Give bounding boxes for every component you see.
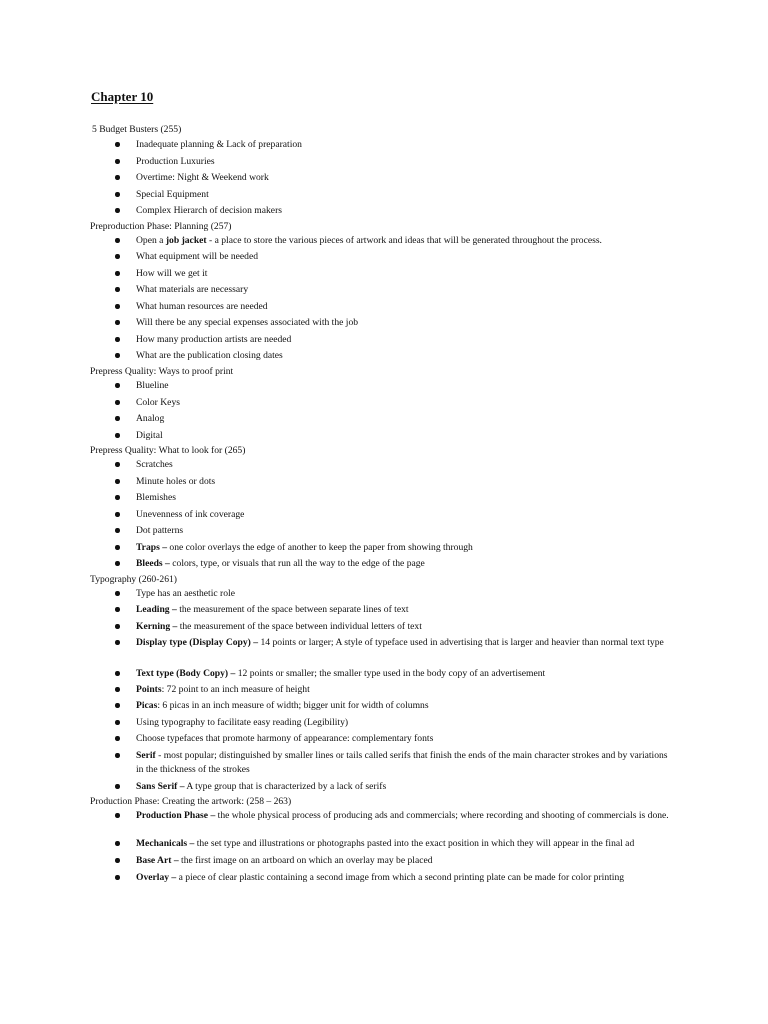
item-text: [136, 491, 676, 505]
item-term: Picas: [136, 700, 158, 711]
item-description: What materials are necessary: [136, 284, 249, 295]
bullet-icon: [115, 383, 120, 388]
item-text: [136, 138, 676, 152]
bullet-icon: [115, 433, 120, 438]
item-text: [136, 458, 676, 472]
item-description: 12 points or smaller; the smaller type used in the body copy of an advertisement: [235, 668, 546, 679]
item-text: [136, 333, 676, 347]
bullet-icon: [115, 479, 120, 484]
item-description: the set type and illustrations or photographs pasted into the exact position in which they will appear in the final ad: [194, 838, 635, 849]
item-description: 14 points or larger; A style of typeface used in advertising that is larger and heavier than normal text type: [258, 637, 664, 648]
item-description: Inadequate planning & Lack of preparation: [136, 139, 302, 150]
section-heading: Prepress Quality: Ways to proof print: [90, 366, 234, 377]
section-heading: 5 Budget Busters (255): [92, 124, 182, 135]
item-term: Mechanicals –: [136, 838, 195, 849]
item-term: job jacket: [165, 235, 207, 246]
item-text: [136, 667, 676, 681]
bullet-icon: [115, 640, 120, 645]
item-text: [136, 732, 676, 746]
item-term: Kerning –: [136, 621, 178, 632]
item-text: [136, 412, 676, 426]
bullet-icon: [115, 238, 120, 243]
item-description: Color Keys: [136, 397, 180, 408]
item-text: [136, 379, 676, 393]
item-description: Overtime: Night & Weekend work: [136, 172, 269, 183]
item-text: [136, 541, 676, 555]
item-text: [136, 396, 676, 410]
bullet-icon: [115, 353, 120, 358]
bullet-icon: [115, 784, 120, 789]
item-description: Blueline: [136, 380, 169, 391]
item-term: Serif: [136, 750, 156, 761]
section-heading: Prepress Quality: What to look for (265): [90, 445, 246, 456]
item-text: [136, 620, 676, 634]
chapter-title: Chapter 10: [91, 89, 154, 104]
item-term: Display type (Display Copy) –: [136, 637, 259, 648]
item-text: [136, 171, 676, 185]
bullet-icon: [115, 495, 120, 500]
item-text: [136, 429, 676, 443]
item-text: [136, 871, 676, 885]
item-text: [136, 234, 676, 248]
bullet-icon: [115, 142, 120, 147]
item-term: Traps –: [136, 542, 168, 553]
bullet-icon: [115, 545, 120, 550]
section-heading: Production Phase: Creating the artwork: (258 – 263): [90, 796, 292, 807]
item-description: the measurement of the space between individual letters of text: [177, 621, 422, 632]
item-text: [136, 524, 676, 538]
bullet-icon: [115, 400, 120, 405]
item-text: [136, 587, 676, 601]
item-description: Type has an aesthetic role: [136, 588, 235, 599]
item-description: Analog: [136, 413, 165, 424]
item-description: Production Luxuries: [136, 156, 215, 167]
item-description: Blemishes: [136, 492, 176, 503]
item-prefix: Open a: [136, 235, 166, 246]
bullet-icon: [115, 591, 120, 596]
item-term: Base Art –: [136, 855, 179, 866]
bullet-icon: [115, 753, 120, 758]
item-description: one color overlays the edge of another to keep the paper from showing through: [167, 542, 473, 553]
bullet-icon: [115, 287, 120, 292]
item-description: Will there be any special expenses associated with the job: [136, 317, 359, 328]
item-description: Unevenness of ink coverage: [136, 509, 245, 520]
item-description: the first image on an artboard on which an overlay may be placed: [178, 855, 433, 866]
item-description: Using typography to facilitate easy reading (Legibility): [136, 717, 349, 728]
item-text: [136, 683, 676, 697]
bullet-icon: [115, 607, 120, 612]
section-heading: Typography (260-261): [90, 574, 177, 585]
item-text: [136, 188, 676, 202]
item-description: Complex Hierarch of decision makers: [136, 205, 282, 216]
item-text: [136, 837, 676, 851]
item-text: [136, 316, 676, 330]
item-term: Leading –: [136, 604, 177, 615]
bullet-icon: [115, 841, 120, 846]
bullet-icon: [115, 304, 120, 309]
item-description: How many production artists are needed: [136, 334, 292, 345]
item-term: Text type (Body Copy) –: [136, 668, 236, 679]
bullet-icon: [115, 320, 120, 325]
bullet-icon: [115, 671, 120, 676]
item-text: [136, 603, 676, 617]
bullet-icon: [115, 736, 120, 741]
item-text: [136, 780, 676, 794]
item-description: Minute holes or dots: [136, 476, 216, 487]
bullet-icon: [115, 175, 120, 180]
bullet-icon: [115, 462, 120, 467]
item-text: [136, 250, 676, 264]
bullet-icon: [115, 192, 120, 197]
section-heading: Preproduction Phase: Planning (257): [90, 221, 232, 232]
item-description: A type group that is characterized by a lack of serifs: [184, 781, 387, 792]
item-description: What are the publication closing dates: [136, 350, 283, 361]
item-text: [136, 283, 676, 297]
item-text: [136, 204, 676, 218]
item-term: Overlay –: [136, 872, 177, 883]
item-term: Production Phase –: [136, 810, 216, 821]
bullet-icon: [115, 528, 120, 533]
item-text: [136, 557, 676, 571]
item-text: [136, 854, 676, 868]
bullet-icon: [115, 813, 120, 818]
item-description: Scratches: [136, 459, 173, 470]
bullet-icon: [115, 416, 120, 421]
bullet-icon: [115, 624, 120, 629]
item-text: [136, 267, 676, 281]
bullet-icon: [115, 561, 120, 566]
bullet-icon: [115, 703, 120, 708]
item-description: What human resources are needed: [136, 301, 268, 312]
bullet-icon: [115, 687, 120, 692]
item-description: - a place to store the various pieces of artwork and ideas that will be generated throughout the process.: [206, 235, 602, 246]
bullet-icon: [115, 337, 120, 342]
item-text: [136, 636, 676, 650]
item-text: [136, 155, 676, 169]
item-description: Choose typefaces that promote harmony of appearance: complementary fonts: [136, 733, 434, 744]
item-description: colors, type, or visuals that run all the way to the edge of the page: [169, 558, 425, 569]
bullet-icon: [115, 858, 120, 863]
item-description: the measurement of the space between separate lines of text: [176, 604, 409, 615]
bullet-icon: [115, 875, 120, 880]
item-text: [136, 699, 676, 713]
item-text: [136, 716, 676, 730]
item-text: [136, 749, 676, 776]
item-text: [136, 300, 676, 314]
bullet-icon: [115, 720, 120, 725]
item-text: [136, 809, 676, 823]
item-text: [136, 508, 676, 522]
item-description: : 6 picas in an inch measure of width; bigger unit for width of columns: [157, 700, 429, 711]
item-description: - most popular; distinguished by smaller lines or tails called serifs that finish the ends of the main character strokes and by variations in the thickness of the strokes: [136, 750, 668, 775]
bullet-icon: [115, 159, 120, 164]
item-description: Digital: [136, 430, 163, 441]
item-term: Sans Serif –: [136, 781, 185, 792]
bullet-icon: [115, 254, 120, 259]
item-description: What equipment will be needed: [136, 251, 259, 262]
bullet-icon: [115, 512, 120, 517]
item-description: Dot patterns: [136, 525, 184, 536]
item-text: [136, 475, 676, 489]
item-description: Special Equipment: [136, 189, 209, 200]
item-description: the whole physical process of producing ads and commercials; where recording and shooting of commercials is done.: [215, 810, 669, 821]
bullet-icon: [115, 271, 120, 276]
item-term: Bleeds –: [136, 558, 170, 569]
item-text: [136, 349, 676, 363]
bullet-icon: [115, 208, 120, 213]
item-description: How will we get it: [136, 268, 208, 279]
item-description: : 72 point to an inch measure of height: [161, 684, 310, 695]
item-term: Points: [136, 684, 162, 695]
item-description: a piece of clear plastic containing a second image from which a second printing plate can be made for color printing: [176, 872, 625, 883]
